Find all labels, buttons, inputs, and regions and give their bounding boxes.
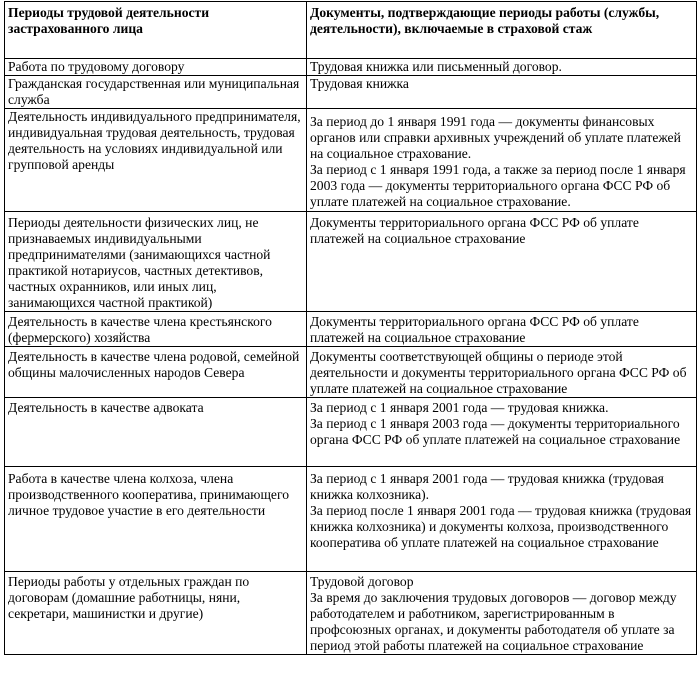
period-cell: Работа по трудовому договору xyxy=(5,59,307,76)
documents-text: За период с 1 января 2001 года — трудовая книжка. xyxy=(310,400,609,415)
documents-text: За время до заключения трудовых договоров — договор между работодателем и работником, зарегистрированным в профсоюзных органах, и документы работодателя об уплате за период этой работы платежей на социальное страхование xyxy=(310,590,677,653)
documents-text: За период после 1 января 2001 года — трудовая книжка (трудовая книжка колхозника) и документы колхоза, производственного кооператива об уплате платежей на социальное страхование xyxy=(310,503,692,550)
table-row xyxy=(5,467,697,572)
documents-text: Трудовая книжка или письменный договор. xyxy=(310,59,562,74)
documents-cell xyxy=(307,312,697,347)
documents-text: За период с 1 января 2001 года — трудовая книжка (трудовая книжка колхозника). xyxy=(310,471,664,502)
documents-cell xyxy=(307,212,697,312)
documents-text: За период с 1 января 2003 года — документы территориального органа ФСС РФ об уплате платежей на социальное страхование xyxy=(310,416,681,447)
period-cell: Деятельность в качестве члена крестьянского (фермерского) хозяйства xyxy=(5,312,307,347)
table-row xyxy=(5,398,697,467)
table-row xyxy=(5,312,697,347)
table-row xyxy=(5,347,697,398)
documents-text: Документы территориального органа ФСС РФ об уплате платежей на социальное страхование xyxy=(310,314,639,345)
documents-cell xyxy=(307,347,697,398)
period-cell: Гражданская государственная или муниципальная служба xyxy=(5,76,307,109)
header-documents: Документы, подтверждающие периоды работы (службы, деятельности), включаемые в страховой стаж xyxy=(307,2,697,59)
documents-text: За период с 1 января 1991 года, а также за период после 1 января 2003 года — документы территориального органа ФСС РФ об уплате платежей на социальное страхование. xyxy=(310,162,686,209)
documents-cell xyxy=(307,572,697,655)
documents-cell xyxy=(307,109,697,212)
period-cell: Периоды работы у отдельных граждан по договорам (домашние работницы, няни, секретари, машинистки и другие) xyxy=(5,572,307,655)
table-row xyxy=(5,212,697,312)
header-periods: Периоды трудовой деятельности застрахованного лица xyxy=(5,2,307,59)
table-row xyxy=(5,109,697,212)
period-cell: Периоды деятельности физических лиц, не признаваемых индивидуальными предпринимателями (занимающихся частной практикой нотариусов, частных детективов, частных охранников, или иных лиц, занимающихся частной практикой) xyxy=(5,212,307,312)
documents-cell xyxy=(307,59,697,76)
period-cell: Деятельность индивидуального предпринимателя, индивидуальная трудовая деятельность, трудовая деятельность на условиях индивидуальной или групповой аренды xyxy=(5,109,307,212)
documents-cell xyxy=(307,467,697,572)
documents-text: Трудовой договор xyxy=(310,574,414,589)
periods-documents-table xyxy=(4,1,697,655)
period-cell: Работа в качестве члена колхоза, члена производственного кооператива, принимающего личное трудовое участие в его деятельности xyxy=(5,467,307,572)
table-row xyxy=(5,76,697,109)
table-row xyxy=(5,59,697,76)
period-cell: Деятельность в качестве члена родовой, семейной общины малочисленных народов Севера xyxy=(5,347,307,398)
documents-text: За период до 1 января 1991 года — документы финансовых органов или справки архивных учреждений об уплате платежей на социальное страхование. xyxy=(310,114,681,161)
documents-text: Документы территориального органа ФСС РФ об уплате платежей на социальное страхование xyxy=(310,215,639,246)
header-row xyxy=(5,2,697,59)
documents-text: Трудовая книжка xyxy=(310,76,409,91)
documents-cell xyxy=(307,76,697,109)
period-cell: Деятельность в качестве адвоката xyxy=(5,398,307,467)
documents-cell xyxy=(307,398,697,467)
table-row xyxy=(5,572,697,655)
documents-text: Документы соответствующей общины о периоде этой деятельности и документы территориального органа ФСС РФ об уплате платежей на социальное страхование xyxy=(310,349,687,396)
